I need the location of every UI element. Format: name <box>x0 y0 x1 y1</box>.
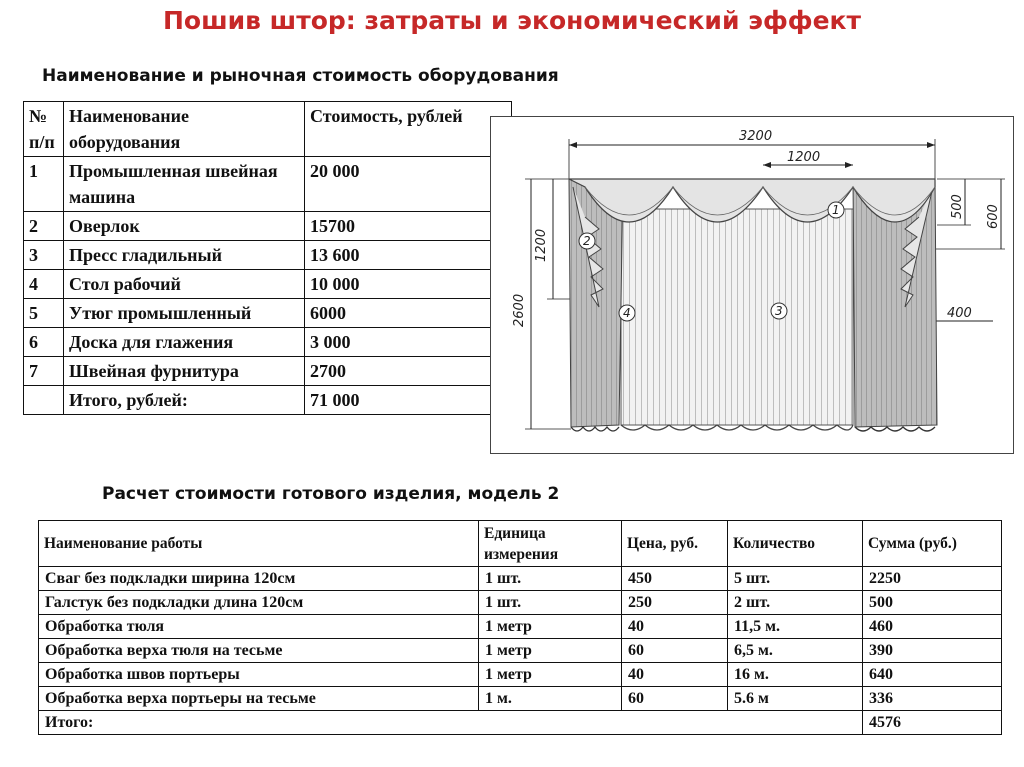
equipment-name: Стол рабочий <box>64 270 305 299</box>
row-number: 4 <box>24 270 64 299</box>
work-name: Галстук без подкладки длина 120см <box>39 591 479 615</box>
price: 60 <box>622 639 728 663</box>
sum: 640 <box>863 663 1002 687</box>
dim-side-height: 1200 <box>534 228 549 262</box>
sum: 460 <box>863 615 1002 639</box>
header-price: Цена, руб. <box>622 521 728 567</box>
header-cost: Стоимость, рублей <box>305 102 512 157</box>
price: 60 <box>622 687 728 711</box>
table-row <box>39 663 1002 687</box>
work-name: Обработка тюля <box>39 615 479 639</box>
equipment-total-row <box>24 386 512 415</box>
equipment-cost: 13 600 <box>305 241 512 270</box>
cost-rows <box>39 567 1002 711</box>
equipment-cost: 3 000 <box>305 328 512 357</box>
table-row <box>24 357 512 386</box>
header-quantity: Количество <box>728 521 863 567</box>
cost-table <box>38 520 1002 735</box>
dimension-left <box>512 179 571 429</box>
header-number: № п/п <box>24 102 64 157</box>
header-name: Наименование оборудования <box>64 102 305 157</box>
sum: 500 <box>863 591 1002 615</box>
header-sum: Сумма (руб.) <box>863 521 1002 567</box>
quantity: 5 шт. <box>728 567 863 591</box>
header-work: Наименование работы <box>39 521 479 567</box>
table-row <box>24 328 512 357</box>
equipment-total-label: Итого, рублей: <box>64 386 305 415</box>
equipment-cost: 20 000 <box>305 157 512 212</box>
table-row <box>39 591 1002 615</box>
unit: 1 метр <box>479 663 622 687</box>
quantity: 16 м. <box>728 663 863 687</box>
curtain-diagram-svg <box>491 117 1013 453</box>
svg-text:3: 3 <box>775 304 783 318</box>
row-number: 3 <box>24 241 64 270</box>
table-row <box>39 687 1002 711</box>
cost-total-row <box>39 711 1002 735</box>
work-name: Сваг без подкладки ширина 120см <box>39 567 479 591</box>
price: 450 <box>622 567 728 591</box>
dim-swag-height: 500 <box>950 194 965 219</box>
table-row <box>24 270 512 299</box>
quantity: 2 шт. <box>728 591 863 615</box>
sum: 336 <box>863 687 1002 711</box>
equipment-heading: Наименование и рыночная стоимость оборудования <box>42 66 559 86</box>
equipment-name: Швейная фурнитура <box>64 357 305 386</box>
svg-text:4: 4 <box>623 306 631 320</box>
equipment-name: Пресс гладильный <box>64 241 305 270</box>
dimension-1200 <box>763 150 853 168</box>
dimension-3200 <box>569 129 935 179</box>
table-row <box>24 241 512 270</box>
tulle-panel <box>621 209 853 430</box>
unit: 1 метр <box>479 639 622 663</box>
callout-2 <box>579 233 595 249</box>
quantity: 5.6 м <box>728 687 863 711</box>
equipment-name: Оверлок <box>64 212 305 241</box>
dim-tie-width: 400 <box>947 306 972 321</box>
equipment-cost: 2700 <box>305 357 512 386</box>
dim-width-total: 3200 <box>739 129 773 144</box>
price: 40 <box>622 663 728 687</box>
cost-total-value: 4576 <box>863 711 1002 735</box>
equipment-name: Утюг промышленный <box>64 299 305 328</box>
curtain-diagram <box>490 116 1014 454</box>
unit: 1 метр <box>479 615 622 639</box>
header-unit: Единица измерения <box>479 521 622 567</box>
equipment-rows <box>24 157 512 386</box>
dim-valance-height: 600 <box>986 204 1001 229</box>
equipment-cost: 6000 <box>305 299 512 328</box>
callout-4 <box>619 305 635 321</box>
equipment-name: Промышленная швейная машина <box>64 157 305 212</box>
sum: 2250 <box>863 567 1002 591</box>
row-number: 5 <box>24 299 64 328</box>
unit: 1 м. <box>479 687 622 711</box>
equipment-total-value: 71 000 <box>305 386 512 415</box>
row-number: 7 <box>24 357 64 386</box>
table-header-row <box>24 102 512 157</box>
cost-heading: Расчет стоимости готового изделия, модель 2 <box>102 484 560 504</box>
equipment-cost: 10 000 <box>305 270 512 299</box>
table-header-row <box>39 521 1002 567</box>
unit: 1 шт. <box>479 567 622 591</box>
table-row <box>24 212 512 241</box>
unit: 1 шт. <box>479 591 622 615</box>
total-empty-cell <box>24 386 64 415</box>
equipment-table <box>23 101 512 415</box>
price: 40 <box>622 615 728 639</box>
table-row <box>39 567 1002 591</box>
dim-total-height: 2600 <box>512 293 527 327</box>
cost-total-label: Итого: <box>39 711 863 735</box>
work-name: Обработка верха тюля на тесьме <box>39 639 479 663</box>
sum: 390 <box>863 639 1002 663</box>
svg-text:2: 2 <box>583 234 591 248</box>
equipment-cost: 15700 <box>305 212 512 241</box>
row-number: 6 <box>24 328 64 357</box>
page-title: Пошив штор: затраты и экономический эффект <box>162 6 862 35</box>
row-number: 1 <box>24 157 64 212</box>
table-row <box>39 639 1002 663</box>
equipment-name: Доска для глажения <box>64 328 305 357</box>
work-name: Обработка верха портьеры на тесьме <box>39 687 479 711</box>
quantity: 11,5 м. <box>728 615 863 639</box>
dim-swag-width: 1200 <box>787 150 821 165</box>
table-row <box>24 157 512 212</box>
callout-3 <box>771 303 787 319</box>
work-name: Обработка швов портьеры <box>39 663 479 687</box>
table-row <box>39 615 1002 639</box>
quantity: 6,5 м. <box>728 639 863 663</box>
price: 250 <box>622 591 728 615</box>
table-row <box>24 299 512 328</box>
row-number: 2 <box>24 212 64 241</box>
svg-text:1: 1 <box>832 203 840 217</box>
callout-1 <box>828 202 844 218</box>
